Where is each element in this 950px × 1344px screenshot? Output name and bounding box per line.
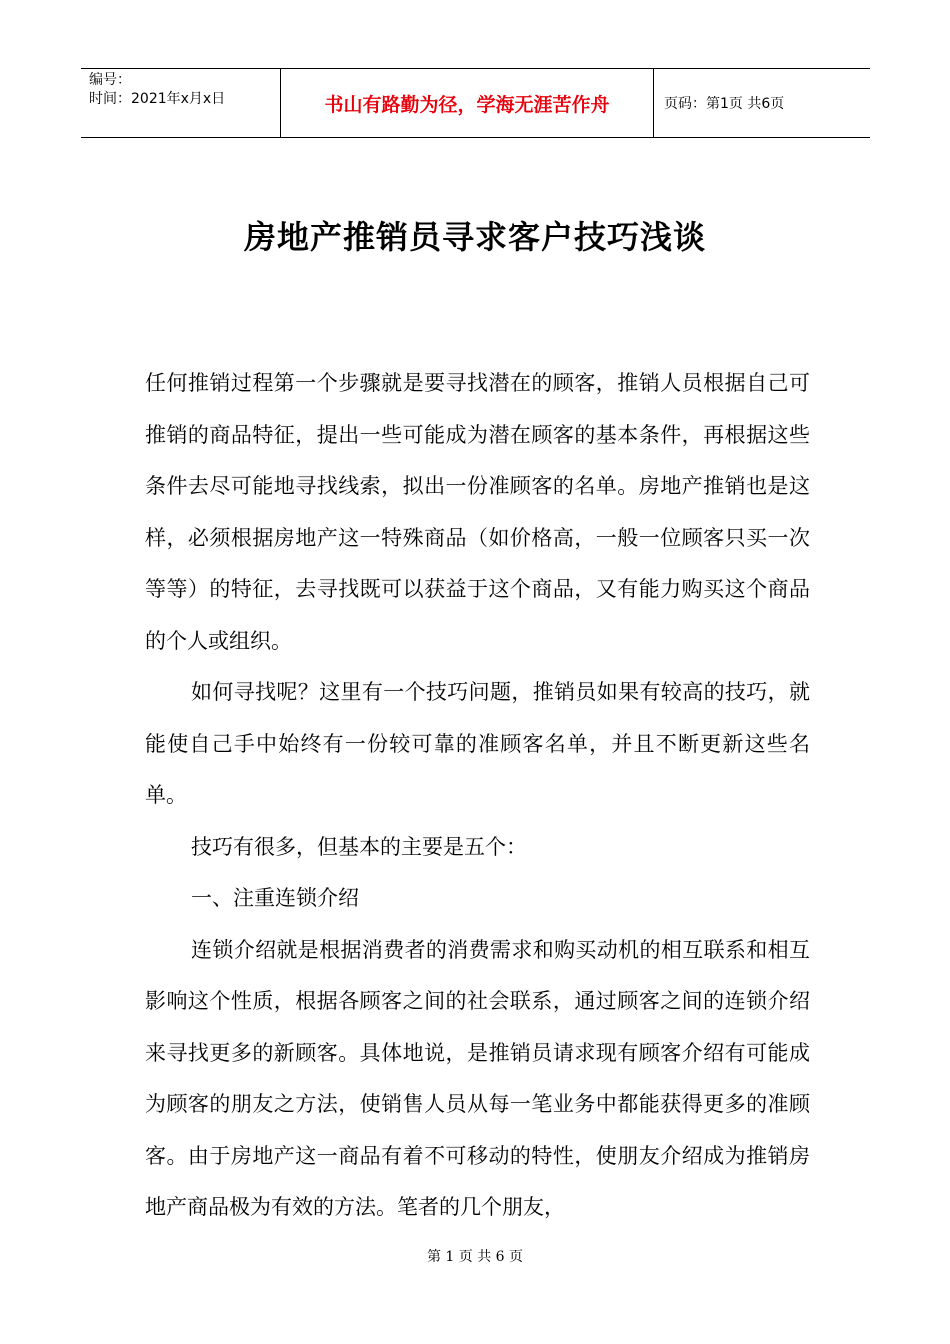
paragraph: 如何寻找呢？这里有一个技巧问题，推销员如果有较高的技巧，就能使自己手中始终有一份较可靠的准顾客名单，并且不断更新这些名单。 (145, 680, 810, 807)
number-label: 编号： (89, 72, 131, 88)
section-heading: 一、注重连锁介绍 (191, 886, 359, 910)
document-header (81, 68, 870, 138)
paragraph: 连锁介绍就是根据消费者的消费需求和购买动机的相互联系和相互影响这个性质，根据各顾客之间的社会联系，通过顾客之间的连锁介绍来寻找更多的新顾客。具体地说，是推销员请求现有顾客介绍有可能成为顾客的朋友之方法，使销售人员从每一笔业务中都能获得更多的准顾客。由于房地产这一商品有着不可移动的特性，使朋友介绍成为推销房地产商品极为有效的方法。笔者的几个朋友， (145, 937, 810, 1219)
paragraph: 任何推销过程第一个步骤就是要寻找潜在的顾客，推销人员根据自己可推销的商品特征，提出一些可能成为潜在顾客的基本条件，再根据这些条件去尽可能地寻找线索，拟出一份准顾客的名单。房地产推销也是这样，必须根据房地产这一特殊商品（如价格高，一般一位顾客只买一次等等）的特征，去寻找既可以获益于这个商品，又有能力购买这个商品的个人或组织。 (145, 371, 810, 653)
header-motto: 书山有路勤为径，学海无涯苦作舟 (281, 69, 654, 137)
document-title: 房地产推销员寻求客户技巧浅谈 (243, 218, 706, 256)
header-page-info: 页码：第1页 共6页 (664, 96, 785, 112)
page-footer: 第 1 页 共 6 页 (426, 1249, 524, 1265)
document-body (145, 358, 810, 1234)
time-label: 时间：2021年x月x日 (89, 91, 226, 107)
paragraph: 技巧有很多，但基本的主要是五个： (191, 834, 527, 859)
header-meta (81, 69, 281, 137)
